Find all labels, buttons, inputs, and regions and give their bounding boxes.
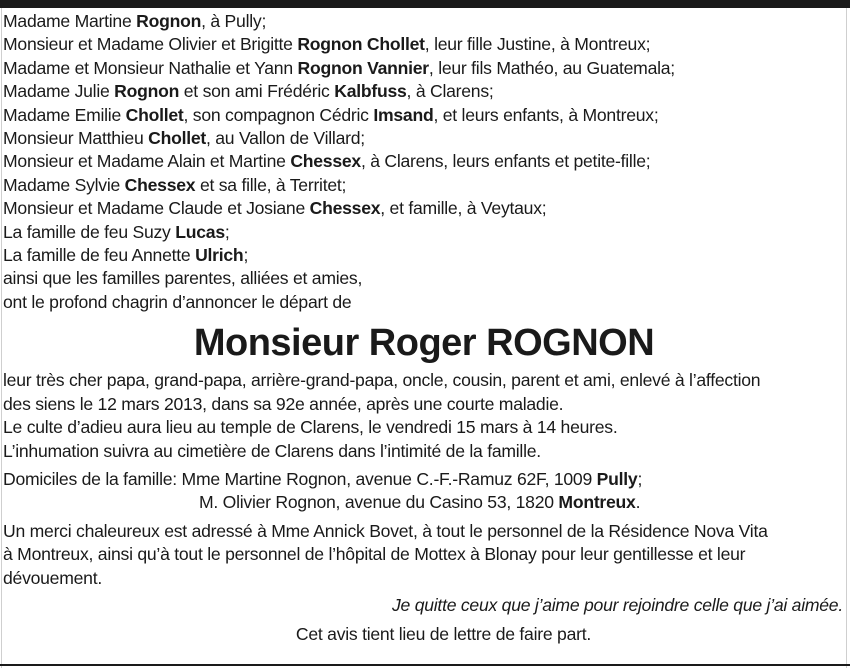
mourner-line: La famille de feu Annette Ulrich; [3,245,249,266]
thanks-paragraph [3,520,845,590]
farewell-quote: Je quitte ceux que j’aime pour rejoindre celle que j’ai aimée. [391,594,843,615]
mourner-line: Madame et Monsieur Nathalie et Yann Rognon Vannier, leur fils Mathéo, au Guatemala; [3,57,675,78]
thanks-line: Un merci chaleureux est adressé à Mme Annick Bovet, à tout le personnel de la Résidence Nova Vita [3,520,768,541]
top-border-rule [0,0,850,8]
announcement-paragraph [3,369,845,463]
mourner-line: Madame Emilie Chollet, son compagnon Cédric Imsand, et leurs enfants, à Montreux; [3,104,659,125]
thanks-line: dévouement. [3,567,102,588]
announcement-line: L’inhumation suivra au cimetière de Clarens dans l’intimité de la famille. [3,440,541,461]
mourner-line: Monsieur Matthieu Chollet, au Vallon de Villard; [3,128,365,149]
thanks-line: à Montreux, ainsi qu’à tout le personnel de l’hôpital de Mottex à Blonay pour leur gentillesse et leur [3,544,746,565]
obituary-notice [3,10,845,647]
mourner-line: Monsieur et Madame Claude et Josiane Chessex, et famille, à Veytaux; [3,198,547,219]
mourner-line: Monsieur et Madame Olivier et Brigitte Rognon Chollet, leur fille Justine, à Montreux; [3,34,651,55]
mourner-line: Monsieur et Madame Alain et Martine Chessex, à Clarens, leurs enfants et petite-fille; [3,151,651,172]
mourners-list [3,10,845,314]
mourner-line: Madame Sylvie Chessex et sa fille, à Territet; [3,174,347,195]
domicile-line: M. Olivier Rognon, avenue du Casino 53, 1820 Montreux. [199,492,641,513]
domicile-line: Domiciles de la famille: Mme Martine Rognon, avenue C.-F.-Ramuz 62F, 1009 Pully; [3,468,643,489]
announcement-line: des siens le 12 mars 2013, dans sa 92e année, après une courte maladie. [3,393,564,414]
domiciles-block [3,468,845,515]
announcement-line: leur très cher papa, grand-papa, arrière-grand-papa, oncle, cousin, parent et ami, enlevé à l’affection [3,370,761,391]
bottom-border-rule [0,664,850,666]
closing-note: Cet avis tient lieu de lettre de faire part. [295,624,591,645]
intro-line: ainsi que les familles parentes, alliées et amies, [3,268,363,289]
deceased-name: Monsieur Roger ROGNON [193,322,655,365]
mourner-line: La famille de feu Suzy Lucas; [3,221,230,242]
announcement-line: Le culte d’adieu aura lieu au temple de Clarens, le vendredi 15 mars à 14 heures. [3,417,618,438]
intro-line: ont le profond chagrin d’annoncer le départ de [3,291,352,312]
mourner-line: Madame Julie Rognon et son ami Frédéric Kalbfuss, à Clarens; [3,81,494,102]
mourner-line: Madame Martine Rognon, à Pully; [3,11,267,31]
